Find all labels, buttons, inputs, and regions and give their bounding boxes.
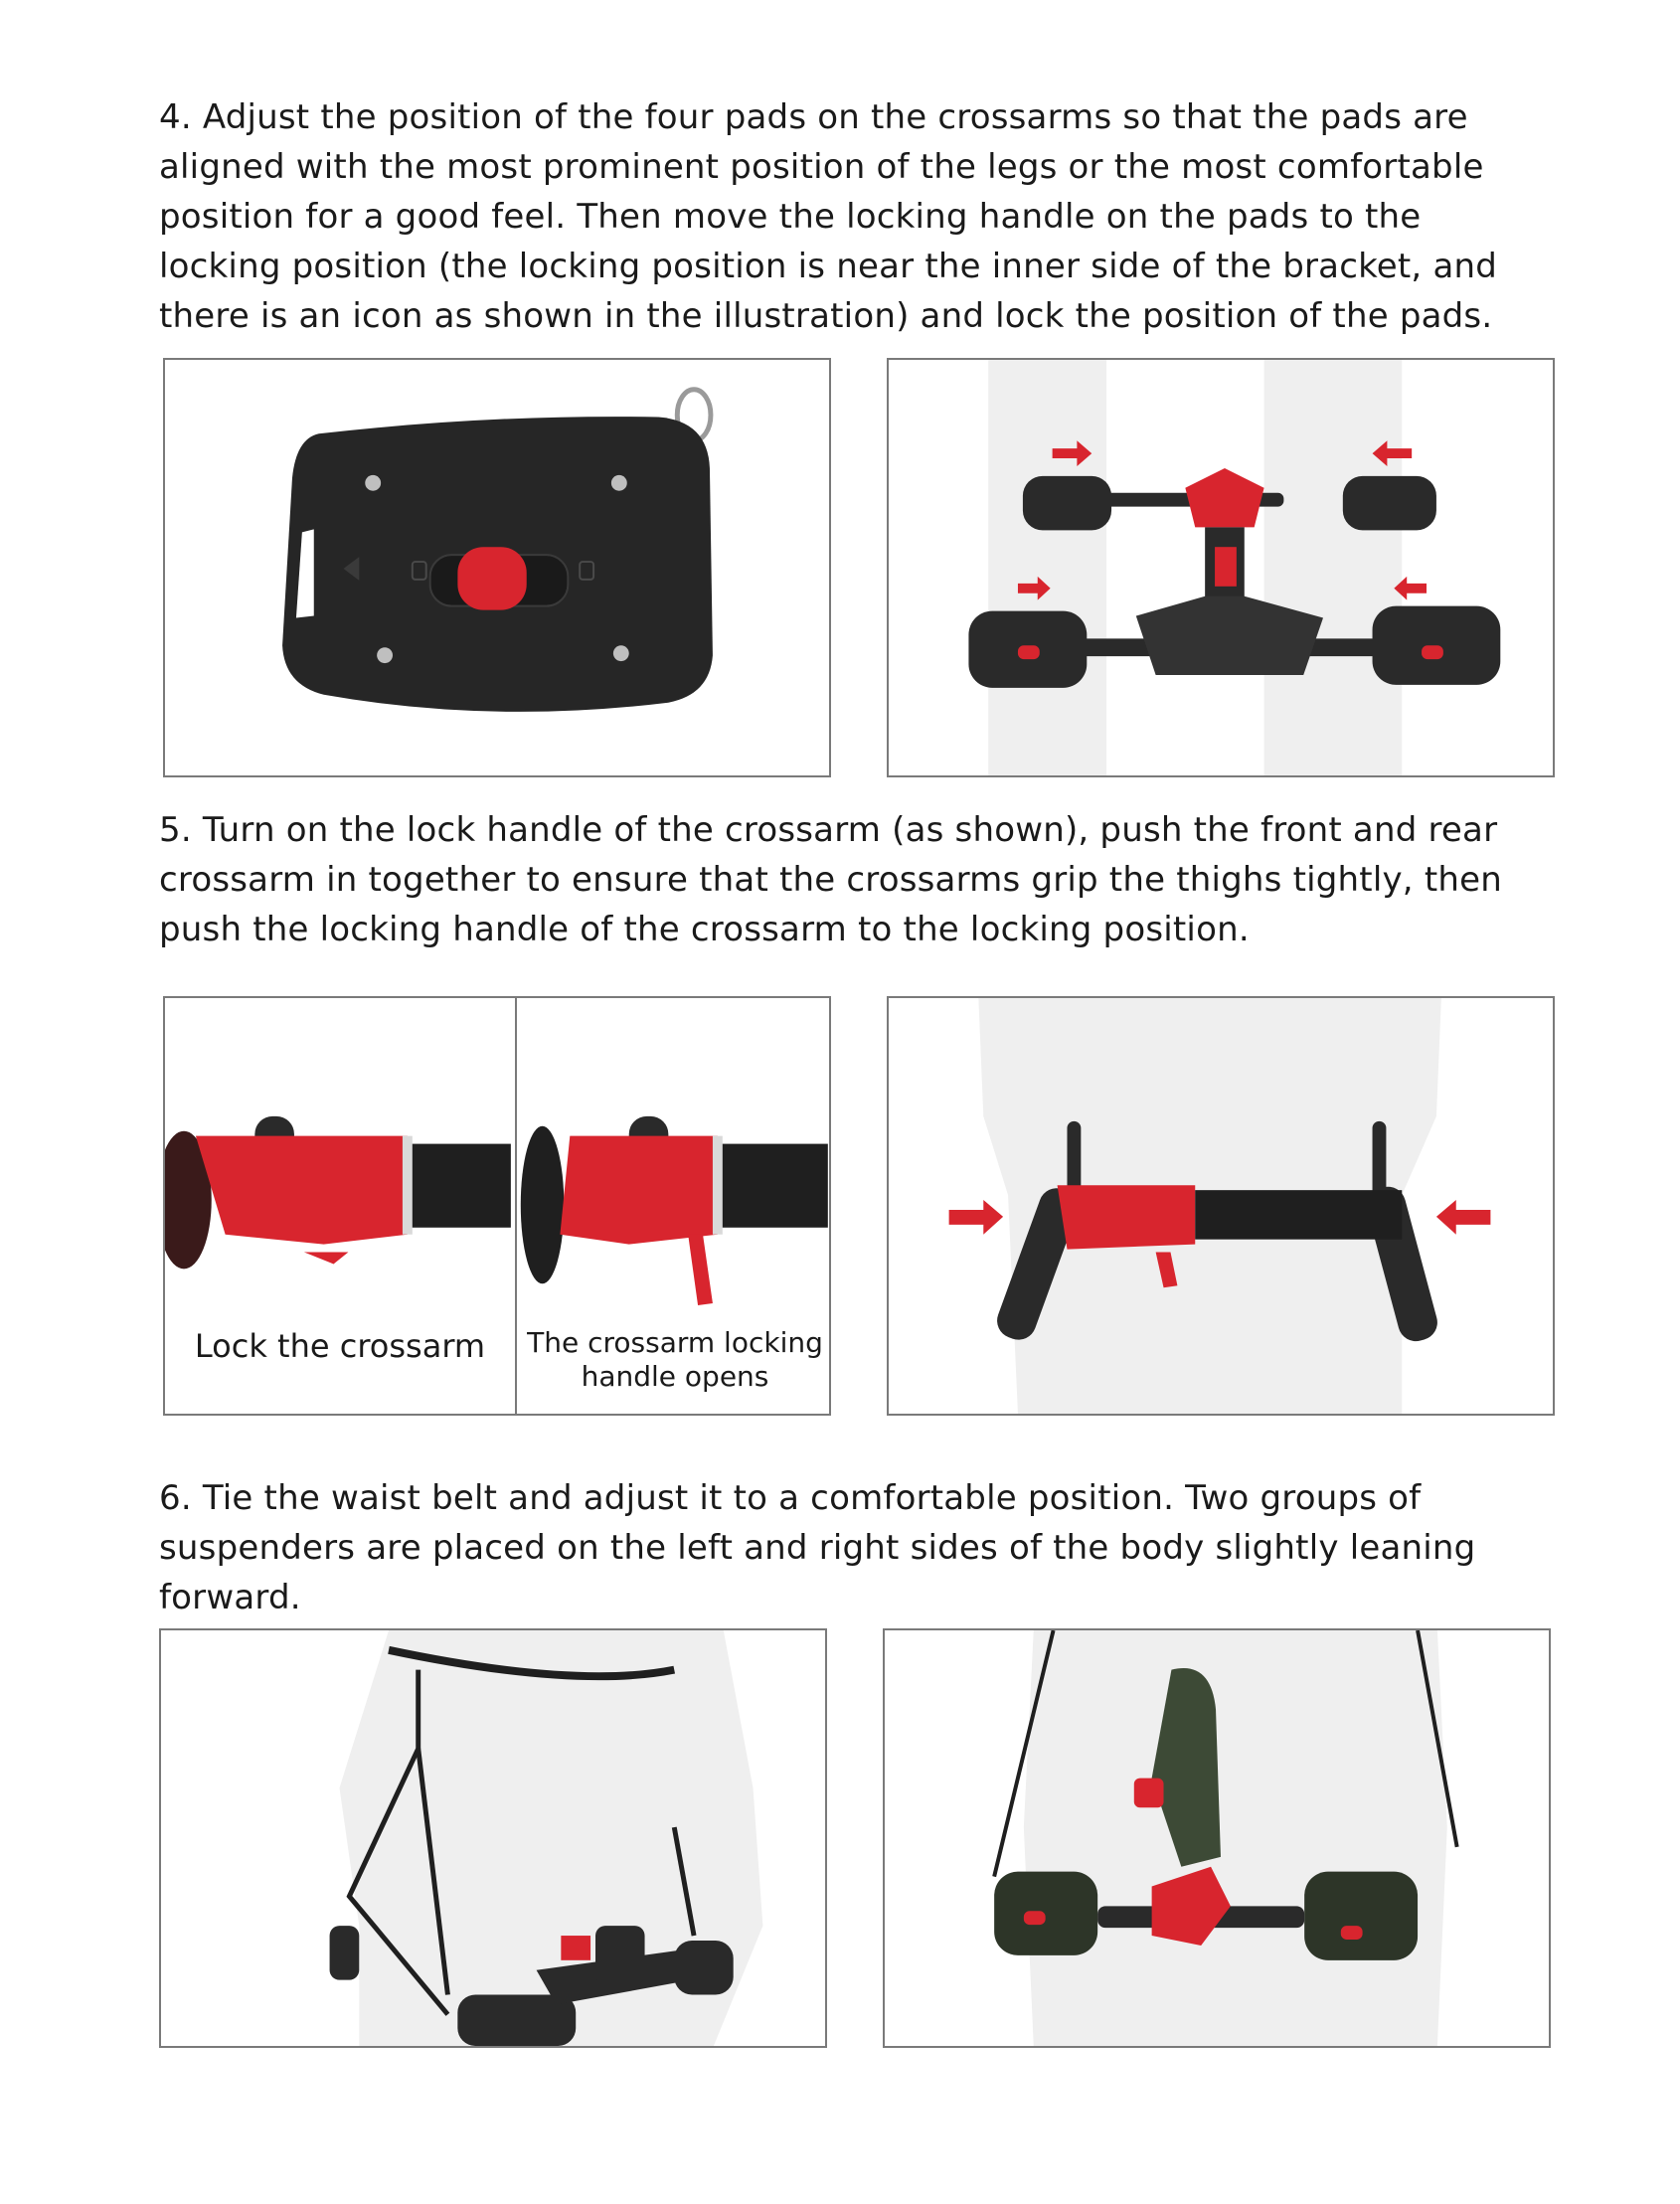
belt-front-view-image <box>883 1628 1551 2048</box>
front-right-pad-belt <box>1304 1872 1418 1960</box>
rear-left-pad <box>1023 476 1111 530</box>
belt-side-view-image <box>159 1628 827 2048</box>
front-left-pad-belt <box>994 1872 1097 1955</box>
step-5-instructions: 5. Turn on the lock handle of the crossarm (as shown), push the front and rear crossarm in together to ensure that the crossarms grip the thighs tightly, then push the locking handle of the crossarm to the locking position. <box>159 810 1502 949</box>
pad-lock-slider <box>457 547 526 609</box>
crossarm-on-legs-image <box>887 358 1555 777</box>
rear-right-pad <box>1343 476 1436 530</box>
step-6-instructions: 6. Tie the waist belt and adjust it to a comfortable position. Two groups of suspenders are placed on the left and right sides of the body slightly leaning forward. <box>159 1478 1476 1617</box>
crossarm-lock-block <box>1058 1185 1196 1249</box>
pad-lock-illustration <box>165 360 829 775</box>
crossarm-push-illustration <box>889 998 1553 1414</box>
crossarm-push-together-image <box>887 996 1555 1416</box>
belt-side-illustration <box>161 1630 825 2046</box>
step-4-instructions: 4. Adjust the position of the four pads on the crossarms so that the pads are aligned with the most prominent position of the legs or the most comfortable position for a good feel. Then move the locking handle on the pads to the locking position (the locking position is near the inner side of the bracket, and there is an icon as shown in the illustration) and lock the position of the pads. <box>159 97 1498 336</box>
crossarm-lock-open <box>560 1136 717 1245</box>
belt-front-illustration <box>885 1630 1549 2046</box>
caption-handle-opens-line2: handle opens <box>581 1360 769 1393</box>
crossarm-lock-comparison-image <box>163 996 831 1416</box>
crossarm-pads-illustration <box>889 360 1553 775</box>
caption-handle-opens <box>517 1326 831 1394</box>
caption-lock-crossarm: Lock the crossarm <box>194 1327 486 1365</box>
pad-closeup-image <box>163 358 831 777</box>
caption-handle-opens-line1: The crossarm locking <box>527 1326 823 1359</box>
crossarm-lock-locked <box>196 1136 408 1245</box>
